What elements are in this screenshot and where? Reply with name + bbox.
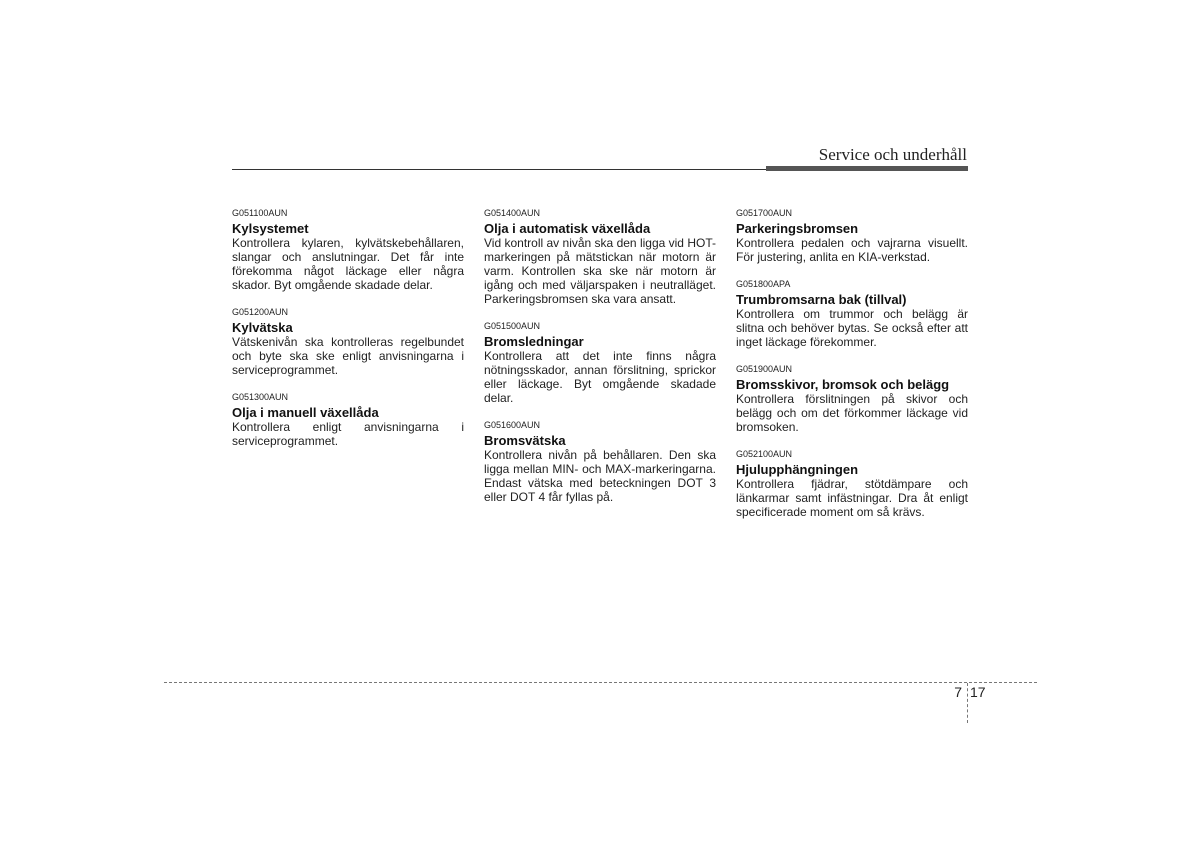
section-heading: Trumbromsarna bak (tillval) bbox=[736, 292, 907, 307]
section-heading: Bromsvätska bbox=[484, 433, 566, 448]
section-code: G051700AUN bbox=[736, 208, 793, 218]
section-parkeringsbromsen bbox=[736, 207, 968, 264]
section-bromsskivor bbox=[736, 363, 968, 434]
section-code: G052100AUN bbox=[736, 449, 793, 459]
section-code: G051500AUN bbox=[484, 321, 541, 331]
footer-page-separator bbox=[967, 683, 968, 723]
section-body: Kontrollera förslitningen på skivor och belägg och om det förkommer läckage vid bromsoken. bbox=[736, 392, 968, 434]
page-number: 17 bbox=[970, 684, 986, 700]
chapter-number: 7 bbox=[954, 684, 962, 700]
content-column-2 bbox=[484, 207, 716, 518]
section-heading: Kylsystemet bbox=[232, 221, 309, 236]
section-body: Kontrollera nivån på behållaren. Den ska ligga mellan MIN- och MAX-markeringarna. Endast vätska med beteckningen DOT 3 eller DOT 4 får fyllas på. bbox=[484, 448, 716, 504]
section-heading: Hjulupphängningen bbox=[736, 462, 859, 477]
section-body: Kontrollera enligt anvisningarna i serviceprogrammet. bbox=[232, 420, 464, 448]
section-bromsledningar bbox=[484, 320, 716, 405]
section-heading: Olja i manuell växellåda bbox=[232, 405, 379, 420]
section-code: G051300AUN bbox=[232, 392, 289, 402]
section-heading: Olja i automatisk växellåda bbox=[484, 221, 651, 236]
content-column-1 bbox=[232, 207, 464, 462]
section-heading: Kylvätska bbox=[232, 320, 293, 335]
section-trumbromsarna bbox=[736, 278, 968, 349]
section-bromsvatska bbox=[484, 419, 716, 504]
section-heading: Bromsledningar bbox=[484, 334, 584, 349]
section-body: Kontrollera om trummor och belägg är slitna och behöver bytas. Se också efter att inget läckage förekommer. bbox=[736, 307, 968, 349]
section-kylvatska bbox=[232, 306, 464, 377]
section-body: Vätskenivån ska kontrolleras regelbundet och byte ska ske enligt anvisningarna i serviceprogrammet. bbox=[232, 335, 464, 377]
section-body: Kontrollera fjädrar, stötdämpare och länkarmar samt infästningar. Dra åt enligt specificerade moment om så krävs. bbox=[736, 477, 968, 519]
section-kylsystemet bbox=[232, 207, 464, 292]
section-body: Vid kontroll av nivån ska den ligga vid HOT-markeringen på mätstickan när motorn är varm. Kontrollen ska ske när motorn är igång och med väljarspaken i neutralläget. Parkeringsbromsen ska vara ansatt. bbox=[484, 236, 716, 306]
header-accent-bar bbox=[766, 166, 968, 171]
section-code: G051200AUN bbox=[232, 307, 289, 317]
section-manuell-vaxellada bbox=[232, 391, 464, 448]
section-code: G051800APA bbox=[736, 279, 791, 289]
content-column-3 bbox=[736, 207, 968, 533]
footer-divider bbox=[164, 682, 1037, 683]
section-code: G051400AUN bbox=[484, 208, 541, 218]
section-code: G051100AUN bbox=[232, 208, 288, 218]
section-body: Kontrollera pedalen och vajrarna visuellt. För justering, anlita en KIA-verkstad. bbox=[736, 236, 968, 264]
section-hjulupphangningen bbox=[736, 448, 968, 519]
section-code: G051900AUN bbox=[736, 364, 793, 374]
section-heading: Bromsskivor, bromsok och belägg bbox=[736, 377, 950, 392]
section-code: G051600AUN bbox=[484, 420, 541, 430]
section-heading: Parkeringsbromsen bbox=[736, 221, 859, 236]
section-body: Kontrollera att det inte finns några nötningsskador, annan förslitning, sprickor eller läckage. Byt omgående skadade delar. bbox=[484, 349, 716, 405]
section-body: Kontrollera kylaren, kylvätskebehållaren, slangar och anslutningar. Det får inte förekomma något läckage eller några skador. Byt omgående skadade delar. bbox=[232, 236, 464, 292]
section-automatisk-vaxellada bbox=[484, 207, 716, 306]
section-title: Service och underhåll bbox=[818, 145, 967, 164]
